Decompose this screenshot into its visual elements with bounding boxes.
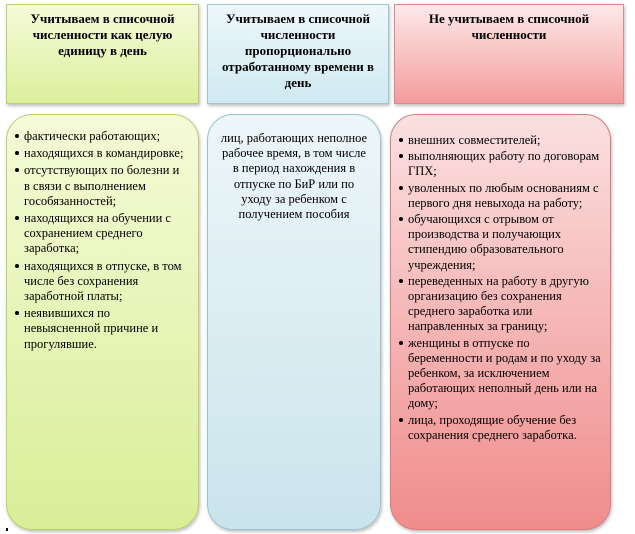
- list-item: внешних совместителей;: [399, 133, 602, 148]
- stray-dot: [6, 528, 8, 531]
- list-item: женщины в отпуске по беременности и родам и по уходу за ребенком, за исключением работающих неполный день или на дому;: [399, 336, 602, 412]
- list-item: переведенных на работу в другую организацию без сохранения среднего заработка или направленных за границу;: [399, 274, 602, 335]
- list-not-counted: [399, 133, 602, 443]
- list-item: уволенных по любым основаниям с первого дня невыхода на работу;: [399, 181, 602, 211]
- proportional-text: лиц, работающих неполное рабочее время, в том числе в период нахождения в отпуске по БиР или по уходу за ребенком с получением пособия: [220, 131, 368, 222]
- list-item: находящихся в отпуске, в том числе без сохранения заработной платы;: [15, 259, 188, 305]
- list-item: обучающихся с отрывом от производства и получающих стипендию образовательного учреждения;: [399, 212, 602, 273]
- column-counted-whole: [6, 114, 199, 530]
- list-item: отсутствующих по болезни и в связи с выполнением гособязанностей;: [15, 163, 188, 209]
- header-counted-proportional: Учитываем в списочной численности пропорционально отработанному времени в день: [207, 4, 389, 104]
- list-item: находящихся в командировке;: [15, 146, 188, 161]
- list-item: выполняющих работу по договорам ГПХ;: [399, 149, 602, 179]
- column-counted-proportional: [207, 114, 381, 530]
- list-item: неявившихся по невыясненной причине и прогулявшие.: [15, 306, 188, 352]
- header-counted-whole: Учитываем в списочной численности как целую единицу в день: [6, 4, 199, 104]
- column-not-counted: [390, 114, 611, 530]
- list-counted-whole: [15, 129, 188, 352]
- list-item: лица, проходящие обучение без сохранения среднего заработка.: [399, 413, 602, 443]
- list-item: находящихся на обучении с сохранением среднего заработка;: [15, 211, 188, 257]
- header-not-counted: Не учитываем в списочной численности: [394, 4, 624, 104]
- list-item: фактически работающих;: [15, 129, 188, 144]
